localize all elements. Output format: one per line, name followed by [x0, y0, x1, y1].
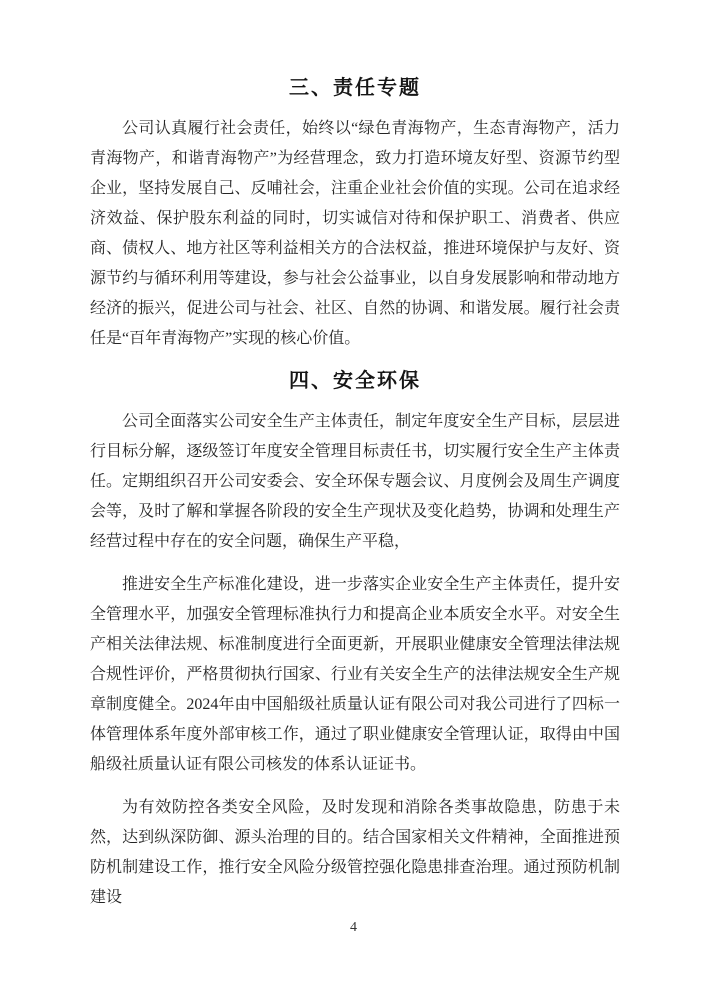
- paragraph-safety-3: 为有效防控各类安全风险，及时发现和消除各类事故隐患，防患于未然，达到纵深防御、源头治理的目的。结合国家相关文件精神，全面推进预防机制建设工作，推行安全风险分级管控强化隐患排查治理。通过预防机制建设: [90, 799, 620, 906]
- section-safety-environment: [90, 367, 620, 913]
- section-responsibility: [90, 74, 620, 354]
- paragraph-safety-1: 公司全面落实公司安全生产主体责任，制定年度安全生产目标，层层进行目标分解，逐级签订年度安全管理目标责任书，切实履行安全生产主体责任。定期组织召开公司安委会、安全环保专题会议、月度例会及周生产调度会等，及时了解和掌握各阶段的安全生产现状及变化趋势，协调和处理生产经营过程中存在的安全问题，确保生产平稳，: [90, 413, 620, 550]
- paragraph-responsibility-1: 公司认真履行社会责任，始终以“绿色青海物产，生态青海物产，活力青海物产，和谐青海物产”为经营理念，致力打造环境友好型、资源节约型企业，坚持发展自己、反哺社会，注重企业社会价值的实现。公司在追求经济效益、保护股东利益的同时，切实诚信对待和保护职工、消费者、供应商、债权人、地方社区等利益相关方的合法权益，推进环境保护与友好、资源节约与循环利用等建设，参与社会公益事业，以自身发展影响和带动地方经济的振兴，促进公司与社会、社区、自然的协调、和谐发展。履行社会责任是“百年青海物产”实现的核心价值。: [90, 120, 620, 347]
- section-heading-safety-environment: 四、安全环保: [289, 370, 421, 392]
- page-number: 4: [350, 920, 357, 935]
- section-heading-responsibility: 三、责任专题: [289, 77, 421, 99]
- paragraph-safety-2: 推进安全生产标准化建设，进一步落实企业安全生产主体责任，提升安全管理水平，加强安全管理标准执行力和提高企业本质安全水平。对安全生产相关法律法规、标准制度进行全面更新，开展职业健康安全管理法律法规合规性评价，严格贯彻执行国家、行业有关安全生产的法律法规安全生产规章制度健全。2024年由中国船级社质量认证有限公司对我公司进行了四标一体管理体系年度外部审核工作，通过了职业健康安全管理认证，取得由中国船级社质量认证有限公司核发的体系认证证书。: [90, 576, 620, 773]
